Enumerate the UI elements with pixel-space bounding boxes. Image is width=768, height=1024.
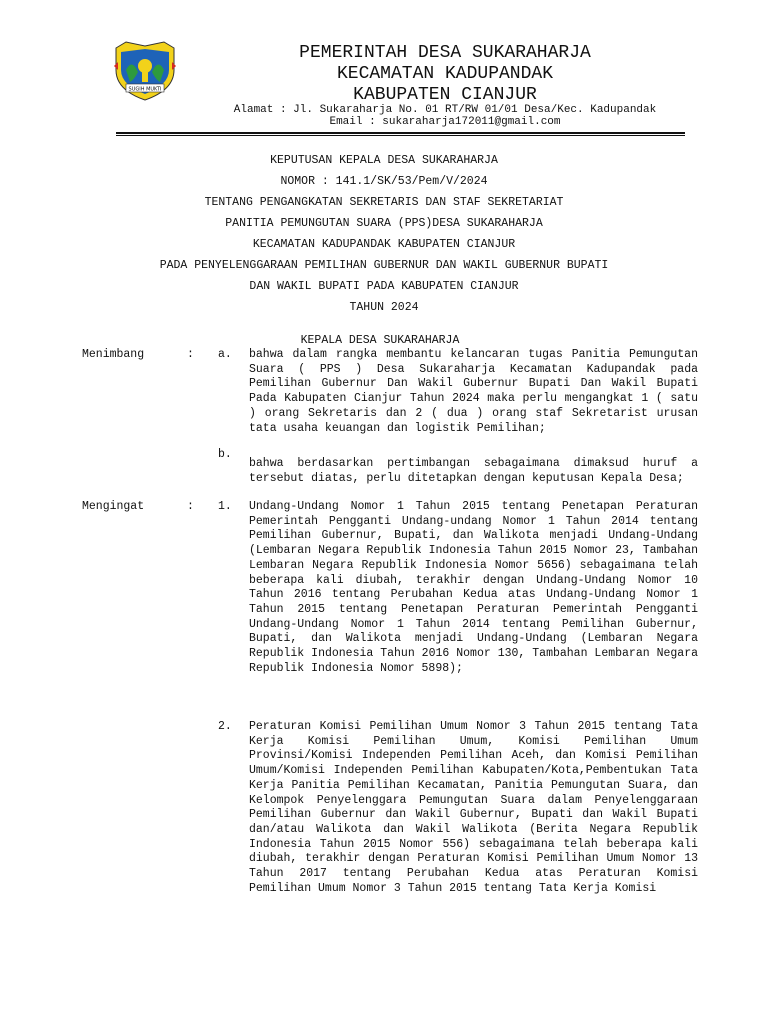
- logo-motto: SUGIH MUKTI: [128, 86, 162, 93]
- menimbang-item-a-marker: a.: [218, 348, 232, 361]
- letterhead-government: PEMERINTAH DESA SUKARAHARJA: [299, 43, 591, 63]
- mengingat-item-1-marker: 1.: [218, 500, 232, 513]
- decree-number: NOMOR : 141.1/SK/53/Pem/V/2024: [280, 175, 488, 188]
- menimbang-colon: :: [187, 348, 194, 361]
- mengingat-item-2-text: Peraturan Komisi Pemilihan Umum Nomor 3 Tahun 2015 tentang Tata Kerja Komisi Pemilihan Umum, Komisi Pemilihan Umum Provinsi/Komisi Independen Pemilihan Aceh, dan Komisi Pemilihan Umum/Komisi Independen Pemilihan Kabupaten/Kota,Pembentukan Tata Kerja Panitia Pemilihan Kecamatan, Panitia Pemungutan Suara, dan Kelompok Penyelenggara Pemungutan Suara dalam Penyelenggaraan Pemilihan Gubernur dan Wakil Gubernur, Bupati dan Wakil Bupati dan/atau Walikota dan Wakil Walikota (Berita Negara Republik Indonesia Tahun 2015 Nomor 556) sebagaimana telah beberapa kali diubah, terakhir dengan Peraturan Komisi Pemilihan Umum Nomor 13 Tahun 2017 tentang Perubahan Kedua atas Peraturan Komisi Pemilihan Umum Nomor 3 Tahun 2015 tentang Tata Kerja Komisi: [249, 720, 698, 895]
- menimbang-label: Menimbang: [82, 348, 145, 361]
- menimbang-item-b-text: bahwa berdasarkan pertimbangan sebagaimana dimaksud huruf a tersebut diatas, perlu ditetapkan dengan keputusan Kepala Desa;: [249, 457, 698, 485]
- decree-about-line2: PANITIA PEMUNGUTAN SUARA (PPS)DESA SUKARAHARJA: [225, 217, 543, 230]
- mengingat-colon: :: [187, 500, 194, 513]
- decree-title: KEPUTUSAN KEPALA DESA SUKARAHARJA: [270, 154, 498, 167]
- decree-about-line1: TENTANG PENGANGKATAN SEKRETARIS DAN STAF SEKRETARIAT: [204, 196, 564, 209]
- decree-year: TAHUN 2024: [349, 301, 419, 314]
- decree-official: KEPALA DESA SUKARAHARJA: [300, 334, 460, 347]
- mengingat-item-1-text: Undang-Undang Nomor 1 Tahun 2015 tentang Penetapan Peraturan Pemerintah Pengganti Undang-undang Nomor 1 Tahun 2014 tentang Pemilihan Gubernur, Bupati, dan Walikota menjadi Undang-Undang (Lembaran Negara Republik Indonesia Tahun 2015 Nomor 23, Tambahan Lembaran Negara Republik Indonesia Nomor 5656) sebagaimana telah beberapa kali diubah, terakhir dengan Undang-Undang Nomor 10 Tahun 2016 tentang Perubahan Kedua atas Undang-Undang Nomor 1 Tahun 2015 tentang Penetapan Peraturan Pemerintah Pengganti Undang-Undang Nomor 1 Tahun 2014 tentang Pemilihan Gubernur, Bupati, dan Walikota menjadi Undang-Undang (Lembaran Negara Republik Indonesia Tahun 2016 Nomor 130, Tambahan Lembaran Negara Republik Indonesia Nomor 5898);: [249, 500, 698, 675]
- mengingat-label: Mengingat: [82, 500, 145, 513]
- letterhead-divider-thin: [116, 135, 685, 136]
- menimbang-item-b-marker: b.: [218, 448, 232, 461]
- mengingat-item-2-marker: 2.: [218, 720, 232, 733]
- decree-about-line3: KECAMATAN KADUPANDAK KABUPATEN CIANJUR: [252, 238, 516, 251]
- letterhead-address: Alamat : Jl. Sukaraharja No. 01 RT/RW 01/01 Desa/Kec. Kadupandak: [233, 104, 657, 116]
- decree-about-line4: PADA PENYELENGGARAAN PEMILIHAN GUBERNUR DAN WAKIL GUBERNUR BUPATI: [159, 259, 609, 272]
- letterhead-email: Email : sukaraharja172011@gmail.com: [329, 116, 561, 128]
- letterhead-district: KECAMATAN KADUPANDAK: [336, 64, 554, 84]
- regency-emblem-logo: [112, 40, 178, 102]
- letterhead-regency: KABUPATEN CIANJUR: [353, 85, 537, 105]
- menimbang-item-a-text: bahwa dalam rangka membantu kelancaran tugas Panitia Pemungutan Suara ( PPS ) Desa Sukaraharja Kecamatan Kadupandak pada Pemilihan Gubernur Dan Wakil Gubernur Bupati Dan Wakil Bupati Pada Kabupaten Cianjur Tahun 2024 maka perlu mengangkat 1 ( satu ) orang Sekretaris dan 2 ( dua ) orang staf Sekretarist urusan tata usaha keuangan dan logistik Pemilihan;: [249, 348, 698, 435]
- decree-about-line5: DAN WAKIL BUPATI PADA KABUPATEN CIANJUR: [249, 280, 519, 293]
- letterhead-divider-thick: [116, 132, 685, 134]
